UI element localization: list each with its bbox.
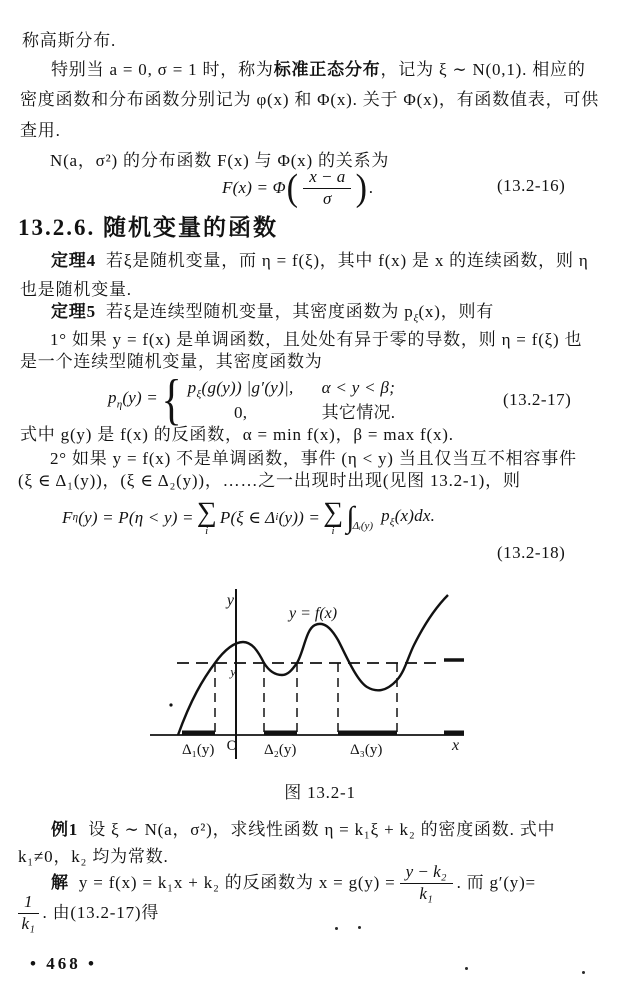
text-run: y = f(x) = k₁x + k₂ 的反函数为 x = g(y) = xyxy=(78,873,396,893)
text-run: (13.2-18) xyxy=(497,543,566,562)
text-run: 13.2.6. 随机变量的函数 xyxy=(18,215,278,240)
eq17-case1-p: p xyxy=(187,377,197,397)
equation-13-2-16: F(x) = Φ ( $\frac{x - a}{\sigma}$ ) . xyxy=(222,166,374,209)
equation-tag-13-2-16 xyxy=(497,175,565,196)
paragraph-standard-normal-line1 xyxy=(51,59,586,80)
eq18-F: F xyxy=(62,508,73,528)
sigma-glyph: ∑ xyxy=(323,497,344,528)
text-run: 图 13.2-1 xyxy=(284,783,356,802)
eq16-period: . xyxy=(368,178,374,198)
eq17-case2-value: 0, xyxy=(233,402,248,422)
eq17-case1-condition: α < y < β; xyxy=(321,377,396,397)
sigma-glyph: ∑ xyxy=(196,497,217,528)
paragraph-standard-normal-line3 xyxy=(20,120,61,141)
sum-operator-2 xyxy=(323,499,343,537)
solution-fraction-2 xyxy=(18,893,39,933)
bold-term-standard-normal: 标准正态分布 xyxy=(273,60,381,79)
equation-13-2-18: F η (y) = P(η < y) = ∑ i P(ξ ∈ Δ i (y)) = ∑ i ∫ Δᵢ(y) $p_\xi(x)dx$. xyxy=(62,497,436,537)
text-run: 查用. xyxy=(20,121,61,140)
delta3-label: Δ₃(y) xyxy=(350,742,383,758)
eq17-lhs-rest: (y) = xyxy=(122,388,158,408)
ink-speck xyxy=(465,967,468,970)
ink-speck xyxy=(358,926,361,929)
eq16-numerator: x − a xyxy=(303,168,351,189)
page-number xyxy=(30,953,97,974)
theorem5-line xyxy=(51,301,494,326)
theorem4-line1 xyxy=(51,250,589,271)
text-run: 称高斯分布. xyxy=(22,31,117,50)
eq16-fraction xyxy=(303,168,351,208)
text-run: 2° 如果 y = f(x) 不是单调函数，事件 (η < y) 当且仅当互不相容事件 xyxy=(50,449,577,468)
case2-line2 xyxy=(18,470,521,491)
text-run: . 由(13.2-17)得 xyxy=(42,903,160,923)
after-eq17-line xyxy=(20,424,454,445)
text-run: 密度函数和分布函数分别记为 φ(x) 和 Φ(x). 关于 Φ(x)，有函数值表，可供 xyxy=(20,90,600,109)
paragraph-standard-normal-line2 xyxy=(20,89,599,110)
eq17-case2-condition: 其它情况. xyxy=(321,402,396,422)
eq18-term: P(ξ ∈ Δ xyxy=(219,508,276,528)
sigma-limit: i xyxy=(205,525,209,537)
eq17-case1-rest: (g(y)) |g′(y)|, xyxy=(201,377,294,397)
theorem5-label: 定理5 xyxy=(51,302,96,321)
text-run: 也是随机变量. xyxy=(20,280,132,299)
theorem4-label: 定理4 xyxy=(51,251,96,270)
equation-tag-13-2-18 xyxy=(497,542,565,563)
text-run: 特别当 a = 0, σ = 1 时，称为 xyxy=(51,60,274,79)
eq17-cases xyxy=(188,377,396,423)
text-run: 若ξ是随机变量，而 η = f(ξ)，其中 f(x) 是 x 的连续函数，则 η xyxy=(106,251,589,270)
text-run: (ξ ∈ Δ₁(y))，(ξ ∈ Δ₂(y))，……之一出现时出现(见图 13.2-1)，则 xyxy=(18,471,521,490)
text-run: (x)，则有 xyxy=(418,302,495,321)
eq18-integrand-rest: (x)dx. xyxy=(394,506,436,526)
example1-label: 例1 xyxy=(51,820,79,839)
solution-denominator: k₁ xyxy=(419,883,433,903)
solution-denominator-2: k₁ xyxy=(21,913,35,933)
text-run: (13.2-17) xyxy=(503,390,572,409)
sum-operator xyxy=(197,499,217,537)
eq18-integrand xyxy=(381,505,435,530)
eq18-term-sub: i xyxy=(275,511,279,524)
text-run: • 468 • xyxy=(30,954,97,973)
solution-line2 xyxy=(18,893,159,933)
eq17-case1-value xyxy=(188,377,294,402)
eq17-case1-xi-sub: ξ xyxy=(196,388,202,401)
sigma-limit: i xyxy=(331,525,335,537)
text-run: 是一个连续型随机变量，其密度函数为 xyxy=(20,352,323,371)
figure-13-2-1 xyxy=(146,583,530,769)
eq18-term2: (y)) = xyxy=(278,508,321,528)
text-run: 若ξ是连续型随机变量，其密度函数为 p xyxy=(106,302,414,321)
level-y-label: y xyxy=(230,664,236,679)
case2-line1 xyxy=(50,448,577,469)
example1-line1 xyxy=(51,819,555,840)
text-run: k₁≠0，k₂ 均为常数. xyxy=(18,847,169,866)
theorem4-line2 xyxy=(20,279,132,300)
case1-line1 xyxy=(50,329,582,350)
text-run: 1° 如果 y = f(x) 是单调函数，且处处有异于零的导数，则 η = f(ξ) 也 xyxy=(50,330,583,349)
eq16-denominator: σ xyxy=(323,188,332,208)
text-run: . 而 g′(y)= xyxy=(456,873,536,893)
section-heading xyxy=(18,214,278,243)
ink-speck xyxy=(169,703,172,706)
eq17-p: p xyxy=(108,388,117,408)
eq16-lhs: F(x) = Φ xyxy=(222,178,286,198)
integral-domain: Δᵢ(y) xyxy=(352,520,374,533)
equation-13-2-17: $p_\eta(y)$ = { $p_\xi(g(y))$ |g′(y)|, α < y < β; 0, 其它情况. xyxy=(108,369,396,431)
delta2-label: Δ₂(y) xyxy=(264,742,297,758)
solution-numerator: y − k₂ xyxy=(400,863,453,884)
ink-speck xyxy=(582,971,585,974)
y-axis-label: y xyxy=(226,592,234,609)
text-run: ，记为 ξ ∼ N(0,1). 相应的 xyxy=(380,60,586,79)
solution-fraction xyxy=(400,863,453,903)
text-run: 式中 g(y) 是 f(x) 的反函数，α = min f(x)，β = max f(x). xyxy=(20,425,454,444)
eq18-integrand-xi-sub: ξ xyxy=(389,516,395,529)
x-axis-label: x xyxy=(452,737,460,754)
solution-numerator-2: 1 xyxy=(18,893,39,914)
ink-speck xyxy=(335,927,338,930)
equation-tag-13-2-17 xyxy=(503,389,571,410)
eq17-eta-sub: η xyxy=(116,398,123,411)
delta1-label: Δ₁(y) xyxy=(182,742,215,758)
figure-caption xyxy=(0,782,640,803)
solution-label: 解 xyxy=(51,873,69,893)
eq18-integrand-p: p xyxy=(381,506,390,526)
origin-label: O xyxy=(226,738,238,754)
eq17-lhs xyxy=(108,387,158,412)
eq18-eta-sub: η xyxy=(72,511,79,524)
paragraph-gauss-fragment xyxy=(22,30,116,51)
text-run: 设 ξ ∼ N(a，σ²)，求线性函数 η = k₁ξ + k₂ 的密度函数. 式中 xyxy=(88,820,556,839)
text-run: (13.2-16) xyxy=(497,176,566,195)
text-run: N(a，σ²) 的分布函数 F(x) 与 Φ(x) 的关系为 xyxy=(50,151,390,170)
subscript-xi: ξ xyxy=(413,312,419,325)
eq18-mid: (y) = P(η < y) = xyxy=(78,508,194,528)
curve-equation-label: y = f(x) xyxy=(289,605,338,622)
